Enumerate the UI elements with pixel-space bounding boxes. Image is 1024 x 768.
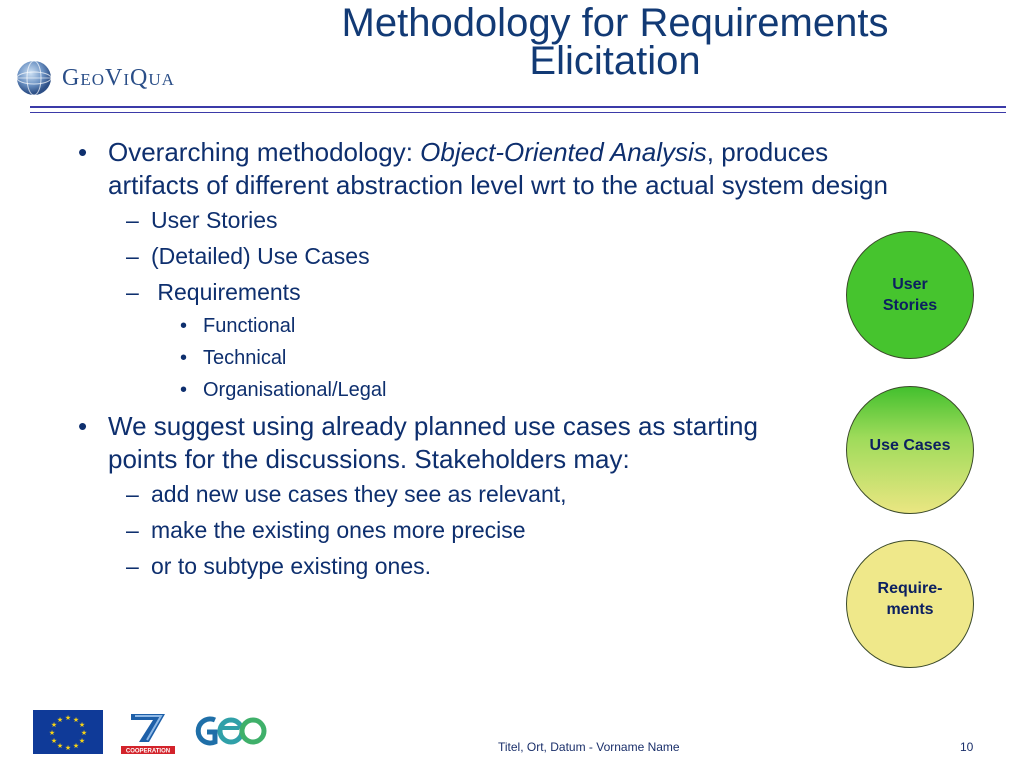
svg-text:★: ★ <box>80 729 88 737</box>
sub-item <box>78 476 898 512</box>
geoviqua-logo <box>14 56 214 100</box>
header-rule-thin <box>30 112 1006 113</box>
sub-item-label: or to subtype existing ones. <box>151 553 431 579</box>
sub-sub-item <box>78 310 898 342</box>
svg-text:★: ★ <box>48 729 56 737</box>
sub-item <box>78 202 898 238</box>
svg-text:★: ★ <box>56 716 64 724</box>
slide-title <box>230 1 1000 83</box>
svg-text:★: ★ <box>50 721 58 729</box>
sub-item-label: User Stories <box>151 207 278 233</box>
svg-text:★: ★ <box>64 714 72 722</box>
bullet-dot-icon: • <box>180 347 188 369</box>
sub-item-label: make the existing ones more precise <box>151 517 526 543</box>
dash-icon: – <box>126 207 139 233</box>
bullet-dot-icon: • <box>180 379 188 401</box>
sub-item-label: (Detailed) Use Cases <box>151 243 370 269</box>
svg-text:★: ★ <box>64 744 72 752</box>
sub-item-label: Requirements <box>151 279 301 305</box>
bullet-dot-icon: • <box>78 137 88 167</box>
dash-icon: – <box>126 517 139 543</box>
sub-sub-item <box>78 374 898 406</box>
dash-icon: – <box>126 553 139 579</box>
methodology-italic: Object-Oriented Analysis <box>420 137 707 167</box>
footer-logos <box>33 708 273 756</box>
sub-item <box>78 238 898 274</box>
fp7-label: COOPERATION <box>125 748 171 755</box>
logo-text: GeoViQua <box>62 65 175 91</box>
svg-text:★: ★ <box>72 716 80 724</box>
dash-icon: – <box>126 279 139 305</box>
methodology-text-suffix: , produces artifacts of different abstraction level wrt to the actual system design <box>108 137 888 200</box>
svg-text:★: ★ <box>78 721 86 729</box>
circle-label: Use Cases <box>869 436 951 454</box>
sub-sub-item-label: Functional <box>203 315 296 337</box>
bullet-suggestion <box>78 410 798 476</box>
sub-item <box>78 548 898 584</box>
sub-sub-item <box>78 342 898 374</box>
circle-label: User Stories <box>882 276 938 314</box>
sub-sub-item-label: Organisational/Legal <box>203 379 387 401</box>
globe-icon <box>14 56 58 100</box>
sub-item <box>78 274 898 310</box>
geo-logo <box>191 710 267 752</box>
circle-label: Require-ments <box>877 580 943 618</box>
sub-item-label: add new use cases they see as relevant, <box>151 481 567 507</box>
bullet-methodology <box>78 136 898 202</box>
circle-use-cases <box>846 386 974 514</box>
svg-text:★: ★ <box>72 742 80 750</box>
eu-flag-icon <box>33 710 103 754</box>
title-line-1: Methodology for Requirements <box>341 1 889 45</box>
svg-text:★: ★ <box>56 742 64 750</box>
suggestion-text: We suggest using already planned use cases as starting points for the discussions. Stakeholders may: <box>108 411 758 474</box>
dash-icon: – <box>126 243 139 269</box>
header-rule-thick <box>30 106 1006 108</box>
svg-text:★: ★ <box>50 737 58 745</box>
title-line-2: Elicitation <box>529 39 701 83</box>
circle-requirements <box>846 540 974 668</box>
page-number: 10 <box>960 740 974 754</box>
sub-item <box>78 512 898 548</box>
bullet-dot-icon: • <box>78 411 88 441</box>
bullet-list <box>78 136 898 584</box>
svg-text:★: ★ <box>78 737 86 745</box>
fp7-cooperation-logo <box>119 708 177 756</box>
methodology-text-prefix: Overarching methodology: <box>108 137 421 167</box>
bullet-dot-icon: • <box>180 315 188 337</box>
circle-user-stories <box>846 231 974 359</box>
sub-sub-item-label: Technical <box>203 347 287 369</box>
footer-text: Titel, Ort, Datum - Vorname Name <box>498 740 680 754</box>
dash-icon: – <box>126 481 139 507</box>
